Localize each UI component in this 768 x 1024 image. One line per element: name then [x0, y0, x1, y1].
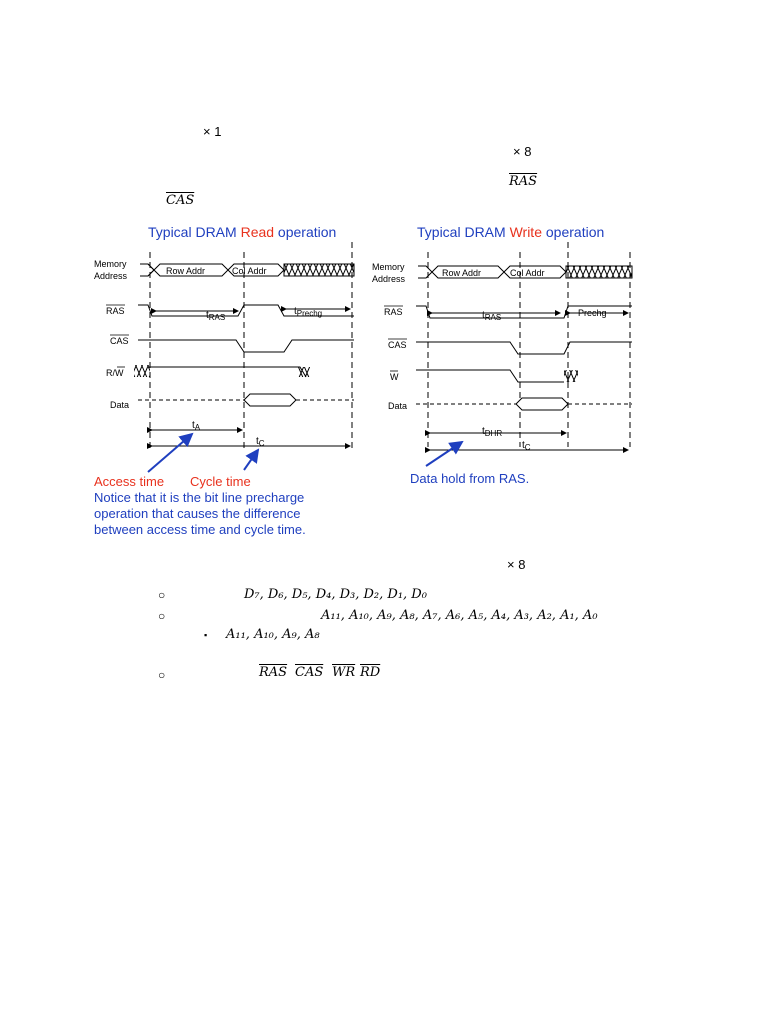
bullet-3: ○ [158, 668, 166, 682]
bullet-1: ○ [158, 588, 166, 602]
read-t-prechg-sub: Prechg [296, 309, 323, 318]
read-row-addr: Row Addr [166, 266, 206, 276]
write-title [417, 224, 604, 240]
write-title-word: Write [509, 224, 542, 240]
read-label-ras: RAS [106, 306, 125, 316]
read-t-prechg [294, 306, 322, 318]
bullet-square: ▪ [204, 630, 208, 640]
write-t-dhr-t: t [482, 426, 485, 437]
write-t-c-sub: C [524, 443, 531, 452]
notice-line-3: between access time and cycle time. [94, 522, 306, 537]
cas-overline-text: $\overline{CAS}$ [166, 193, 195, 208]
data-hold-label: Data hold from RAS. [410, 471, 530, 486]
read-title-pre: Typical DRAM [148, 224, 241, 240]
write-timing-diagram [372, 224, 632, 486]
read-t-a-sub: A [194, 423, 201, 432]
write-label-address: Address [372, 274, 406, 284]
read-t-a-t: t [192, 420, 195, 431]
write-t-ras-sub: RAS [484, 313, 502, 322]
read-title-word: Read [240, 224, 275, 240]
control-rd: $\overline{RD}$ [360, 665, 381, 680]
write-t-dhr [482, 426, 502, 438]
read-label-address: Address [94, 271, 128, 281]
control-ras: $\overline{RAS}$ [259, 665, 288, 680]
write-label-w: W [390, 372, 399, 382]
read-timing-diagram [94, 224, 354, 537]
write-label-cas: CAS [388, 340, 407, 350]
control-wr: $\overline{WR}$ [332, 665, 356, 680]
write-t-c [522, 440, 531, 452]
read-label-rw [106, 368, 124, 378]
times-one-text: × 1 [203, 124, 222, 139]
times-eight-text: × 8 [513, 144, 532, 159]
control-cas: $\overline{CAS}$ [295, 665, 324, 680]
write-t-dhr-sub: DHR [484, 429, 503, 438]
read-t-a [192, 420, 201, 432]
write-label-ras: RAS [384, 307, 403, 317]
dram-timing-figure [88, 212, 636, 542]
write-label-data: Data [388, 401, 408, 411]
cycle-time-label: Cycle time [190, 474, 251, 489]
data-lines-list: D₇, D₆, D₅, D₄, D₃, D₂, D₁, D₀ [244, 587, 427, 602]
write-label-memory: Memory [372, 262, 405, 272]
write-t-ras [482, 310, 501, 322]
write-prechg: Prechg [578, 308, 607, 318]
write-row-addr: Row Addr [442, 268, 482, 278]
access-time-label: Access time [94, 474, 165, 489]
notice-line-1: Notice that it is the bit line precharge [94, 490, 305, 505]
bullet-2: ○ [158, 609, 166, 623]
ras-overline-text: $\overline{RAS}$ [509, 174, 538, 189]
read-t-prechg-t: t [294, 306, 297, 317]
read-t-c-sub: C [258, 439, 265, 448]
address-lines-list: A₁₁, A₁₀, A₉, A₈, A₇, A₆, A₅, A₄, A₃, A₂, A₁, A₀ [321, 608, 598, 623]
read-label-data: Data [110, 400, 130, 410]
address-sub-list: A₁₁, A₁₀, A₉, A₈ [226, 627, 320, 642]
times-eight-bottom: × 8 [507, 557, 526, 572]
read-t-ras [206, 310, 225, 322]
notice-line-2: operation that causes the difference [94, 506, 301, 521]
read-title-post: operation [274, 224, 337, 240]
read-title [148, 224, 336, 240]
write-t-c-t: t [522, 440, 525, 451]
write-title-pre: Typical DRAM [417, 224, 510, 240]
read-t-ras-t: t [206, 310, 209, 321]
read-label-rw-r: R/ [106, 368, 115, 378]
read-col-addr: Col Addr [232, 266, 267, 276]
write-col-addr: Col Addr [510, 268, 545, 278]
read-t-c [256, 436, 265, 448]
read-label-memory: Memory [94, 259, 127, 269]
read-label-rw-w: W [115, 368, 124, 378]
read-t-c-t: t [256, 436, 259, 447]
read-t-ras-sub: RAS [208, 313, 226, 322]
read-label-cas: CAS [110, 336, 129, 346]
write-title-post: operation [542, 224, 605, 240]
write-t-ras-t: t [482, 310, 485, 321]
